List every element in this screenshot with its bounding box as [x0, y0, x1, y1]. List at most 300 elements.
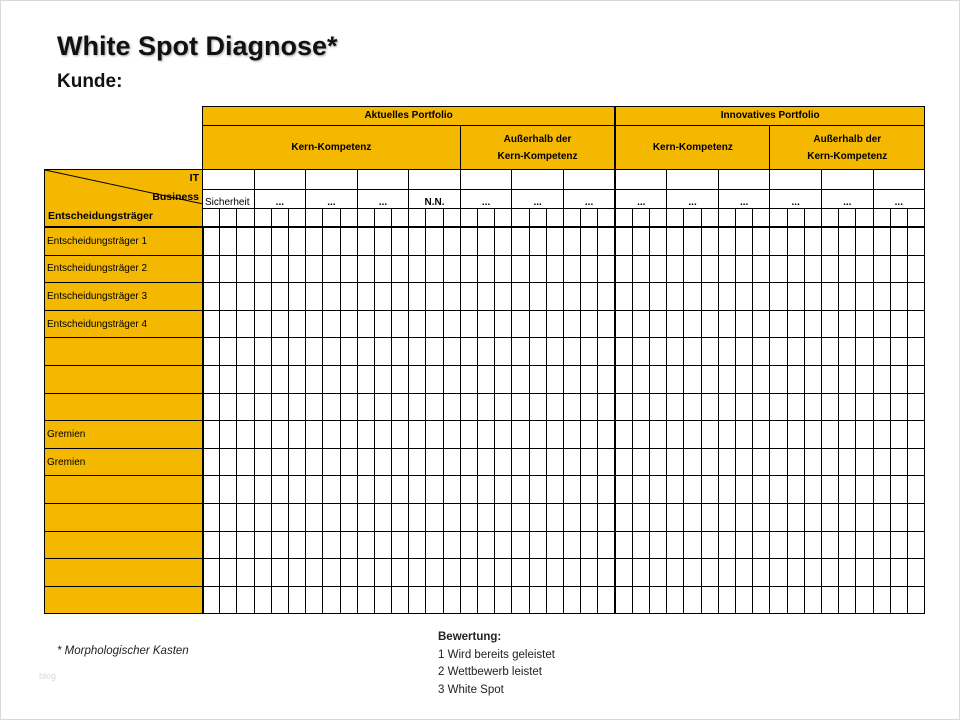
matrix-cell[interactable]	[203, 559, 220, 587]
matrix-cell[interactable]	[804, 338, 821, 366]
matrix-cell[interactable]	[753, 421, 770, 449]
matrix-cell[interactable]	[512, 310, 529, 338]
matrix-cell[interactable]	[839, 531, 856, 559]
matrix-cell[interactable]	[632, 283, 649, 311]
matrix-cell[interactable]	[460, 448, 477, 476]
matrix-cell[interactable]	[529, 393, 546, 421]
matrix-cell[interactable]	[443, 531, 460, 559]
matrix-cell[interactable]	[563, 365, 580, 393]
matrix-cell[interactable]	[340, 531, 357, 559]
matrix-cell[interactable]	[770, 421, 787, 449]
matrix-cell[interactable]	[632, 531, 649, 559]
matrix-cell[interactable]	[770, 559, 787, 587]
matrix-cell[interactable]	[563, 448, 580, 476]
matrix-cell[interactable]	[821, 283, 838, 311]
matrix-cell[interactable]	[495, 421, 512, 449]
matrix-cell[interactable]	[753, 227, 770, 255]
matrix-cell[interactable]	[392, 559, 409, 587]
matrix-cell[interactable]	[357, 476, 374, 504]
matrix-cell[interactable]	[220, 448, 237, 476]
matrix-cell[interactable]	[460, 503, 477, 531]
matrix-cell[interactable]	[856, 310, 873, 338]
matrix-cell[interactable]	[581, 310, 598, 338]
matrix-cell[interactable]	[392, 365, 409, 393]
matrix-cell[interactable]	[495, 559, 512, 587]
matrix-cell[interactable]	[237, 310, 254, 338]
matrix-cell[interactable]	[787, 559, 804, 587]
matrix-cell[interactable]	[529, 421, 546, 449]
matrix-cell[interactable]	[340, 365, 357, 393]
matrix-cell[interactable]	[873, 227, 890, 255]
matrix-cell[interactable]	[529, 476, 546, 504]
matrix-cell[interactable]	[684, 531, 701, 559]
matrix-cell[interactable]	[598, 227, 615, 255]
matrix-cell[interactable]	[443, 586, 460, 614]
matrix-cell[interactable]	[357, 310, 374, 338]
matrix-cell[interactable]	[220, 503, 237, 531]
matrix-cell[interactable]	[563, 393, 580, 421]
matrix-cell[interactable]	[907, 531, 924, 559]
matrix-cell[interactable]	[890, 448, 907, 476]
matrix-cell[interactable]	[615, 310, 632, 338]
matrix-cell[interactable]	[563, 255, 580, 283]
matrix-cell[interactable]	[478, 559, 495, 587]
matrix-cell[interactable]	[306, 255, 323, 283]
matrix-cell[interactable]	[460, 393, 477, 421]
matrix-cell[interactable]	[323, 227, 340, 255]
matrix-cell[interactable]	[821, 531, 838, 559]
matrix-cell[interactable]	[203, 255, 220, 283]
matrix-cell[interactable]	[374, 531, 391, 559]
matrix-cell[interactable]	[718, 365, 735, 393]
matrix-cell[interactable]	[323, 283, 340, 311]
matrix-cell[interactable]	[890, 531, 907, 559]
matrix-cell[interactable]	[203, 586, 220, 614]
matrix-cell[interactable]	[460, 531, 477, 559]
matrix-cell[interactable]	[271, 365, 288, 393]
matrix-cell[interactable]	[736, 365, 753, 393]
matrix-cell[interactable]	[890, 255, 907, 283]
matrix-cell[interactable]	[718, 476, 735, 504]
matrix-cell[interactable]	[598, 476, 615, 504]
matrix-cell[interactable]	[460, 227, 477, 255]
matrix-cell[interactable]	[753, 393, 770, 421]
matrix-cell[interactable]	[770, 531, 787, 559]
matrix-cell[interactable]	[907, 338, 924, 366]
matrix-cell[interactable]	[306, 531, 323, 559]
matrix-cell[interactable]	[254, 255, 271, 283]
matrix-cell[interactable]	[856, 421, 873, 449]
matrix-cell[interactable]	[271, 283, 288, 311]
matrix-cell[interactable]	[667, 421, 684, 449]
matrix-cell[interactable]	[684, 393, 701, 421]
matrix-cell[interactable]	[323, 338, 340, 366]
matrix-cell[interactable]	[306, 393, 323, 421]
matrix-cell[interactable]	[288, 255, 305, 283]
matrix-cell[interactable]	[220, 310, 237, 338]
matrix-cell[interactable]	[736, 393, 753, 421]
matrix-cell[interactable]	[581, 531, 598, 559]
matrix-cell[interactable]	[237, 559, 254, 587]
matrix-cell[interactable]	[701, 586, 718, 614]
matrix-cell[interactable]	[357, 503, 374, 531]
matrix-cell[interactable]	[632, 338, 649, 366]
matrix-cell[interactable]	[701, 310, 718, 338]
matrix-cell[interactable]	[667, 338, 684, 366]
matrix-cell[interactable]	[907, 227, 924, 255]
matrix-cell[interactable]	[478, 421, 495, 449]
matrix-cell[interactable]	[443, 227, 460, 255]
matrix-cell[interactable]	[306, 448, 323, 476]
matrix-cell[interactable]	[701, 421, 718, 449]
matrix-cell[interactable]	[374, 255, 391, 283]
matrix-cell[interactable]	[323, 476, 340, 504]
matrix-cell[interactable]	[546, 338, 563, 366]
matrix-cell[interactable]	[392, 586, 409, 614]
matrix-cell[interactable]	[529, 338, 546, 366]
matrix-cell[interactable]	[392, 255, 409, 283]
matrix-cell[interactable]	[323, 393, 340, 421]
matrix-cell[interactable]	[237, 227, 254, 255]
matrix-cell[interactable]	[529, 448, 546, 476]
matrix-cell[interactable]	[237, 338, 254, 366]
matrix-cell[interactable]	[392, 310, 409, 338]
matrix-cell[interactable]	[271, 393, 288, 421]
matrix-cell[interactable]	[220, 365, 237, 393]
matrix-cell[interactable]	[323, 448, 340, 476]
matrix-cell[interactable]	[254, 393, 271, 421]
matrix-cell[interactable]	[426, 531, 443, 559]
matrix-cell[interactable]	[392, 476, 409, 504]
matrix-cell[interactable]	[581, 586, 598, 614]
matrix-cell[interactable]	[478, 338, 495, 366]
matrix-cell[interactable]	[684, 310, 701, 338]
matrix-cell[interactable]	[650, 365, 667, 393]
matrix-cell[interactable]	[443, 338, 460, 366]
matrix-cell[interactable]	[306, 503, 323, 531]
matrix-cell[interactable]	[254, 421, 271, 449]
matrix-cell[interactable]	[856, 365, 873, 393]
matrix-cell[interactable]	[546, 559, 563, 587]
matrix-cell[interactable]	[701, 503, 718, 531]
matrix-cell[interactable]	[787, 227, 804, 255]
matrix-cell[interactable]	[220, 255, 237, 283]
matrix-cell[interactable]	[736, 503, 753, 531]
matrix-cell[interactable]	[615, 559, 632, 587]
matrix-cell[interactable]	[237, 531, 254, 559]
matrix-cell[interactable]	[374, 476, 391, 504]
matrix-cell[interactable]	[718, 421, 735, 449]
matrix-cell[interactable]	[203, 531, 220, 559]
matrix-cell[interactable]	[443, 476, 460, 504]
matrix-cell[interactable]	[615, 365, 632, 393]
matrix-cell[interactable]	[529, 365, 546, 393]
matrix-cell[interactable]	[409, 421, 426, 449]
matrix-cell[interactable]	[306, 421, 323, 449]
matrix-cell[interactable]	[632, 365, 649, 393]
matrix-cell[interactable]	[804, 310, 821, 338]
matrix-cell[interactable]	[684, 365, 701, 393]
matrix-cell[interactable]	[220, 531, 237, 559]
matrix-cell[interactable]	[546, 393, 563, 421]
matrix-cell[interactable]	[460, 476, 477, 504]
matrix-cell[interactable]	[512, 338, 529, 366]
matrix-cell[interactable]	[667, 365, 684, 393]
matrix-cell[interactable]	[374, 310, 391, 338]
matrix-cell[interactable]	[873, 503, 890, 531]
matrix-cell[interactable]	[839, 255, 856, 283]
matrix-cell[interactable]	[426, 227, 443, 255]
matrix-cell[interactable]	[478, 586, 495, 614]
matrix-cell[interactable]	[839, 310, 856, 338]
matrix-cell[interactable]	[736, 227, 753, 255]
matrix-cell[interactable]	[701, 393, 718, 421]
matrix-cell[interactable]	[271, 227, 288, 255]
matrix-cell[interactable]	[736, 421, 753, 449]
matrix-cell[interactable]	[736, 310, 753, 338]
matrix-cell[interactable]	[478, 283, 495, 311]
matrix-cell[interactable]	[907, 559, 924, 587]
matrix-cell[interactable]	[546, 448, 563, 476]
matrix-cell[interactable]	[426, 283, 443, 311]
matrix-cell[interactable]	[667, 586, 684, 614]
matrix-cell[interactable]	[615, 227, 632, 255]
matrix-cell[interactable]	[460, 559, 477, 587]
matrix-cell[interactable]	[684, 476, 701, 504]
matrix-cell[interactable]	[323, 531, 340, 559]
matrix-cell[interactable]	[495, 531, 512, 559]
matrix-cell[interactable]	[650, 393, 667, 421]
matrix-cell[interactable]	[323, 421, 340, 449]
matrix-cell[interactable]	[340, 338, 357, 366]
matrix-cell[interactable]	[856, 586, 873, 614]
matrix-cell[interactable]	[288, 586, 305, 614]
matrix-cell[interactable]	[203, 365, 220, 393]
matrix-cell[interactable]	[306, 227, 323, 255]
matrix-cell[interactable]	[563, 531, 580, 559]
matrix-cell[interactable]	[340, 283, 357, 311]
matrix-cell[interactable]	[203, 283, 220, 311]
matrix-cell[interactable]	[856, 227, 873, 255]
matrix-cell[interactable]	[546, 476, 563, 504]
matrix-cell[interactable]	[495, 227, 512, 255]
matrix-cell[interactable]	[340, 476, 357, 504]
matrix-cell[interactable]	[323, 503, 340, 531]
matrix-cell[interactable]	[271, 310, 288, 338]
matrix-cell[interactable]	[787, 393, 804, 421]
matrix-cell[interactable]	[632, 310, 649, 338]
matrix-cell[interactable]	[529, 586, 546, 614]
matrix-cell[interactable]	[288, 421, 305, 449]
matrix-cell[interactable]	[306, 338, 323, 366]
matrix-cell[interactable]	[598, 283, 615, 311]
matrix-cell[interactable]	[203, 476, 220, 504]
matrix-cell[interactable]	[306, 365, 323, 393]
matrix-cell[interactable]	[203, 421, 220, 449]
matrix-cell[interactable]	[340, 448, 357, 476]
matrix-cell[interactable]	[323, 310, 340, 338]
matrix-cell[interactable]	[821, 393, 838, 421]
matrix-cell[interactable]	[495, 503, 512, 531]
matrix-cell[interactable]	[357, 531, 374, 559]
matrix-cell[interactable]	[907, 393, 924, 421]
matrix-cell[interactable]	[271, 476, 288, 504]
matrix-cell[interactable]	[804, 448, 821, 476]
matrix-cell[interactable]	[443, 283, 460, 311]
matrix-cell[interactable]	[856, 283, 873, 311]
matrix-cell[interactable]	[736, 531, 753, 559]
matrix-cell[interactable]	[615, 393, 632, 421]
matrix-cell[interactable]	[374, 338, 391, 366]
matrix-cell[interactable]	[873, 559, 890, 587]
matrix-cell[interactable]	[426, 586, 443, 614]
matrix-cell[interactable]	[770, 283, 787, 311]
matrix-cell[interactable]	[615, 531, 632, 559]
matrix-cell[interactable]	[890, 365, 907, 393]
matrix-cell[interactable]	[650, 310, 667, 338]
matrix-cell[interactable]	[701, 365, 718, 393]
matrix-cell[interactable]	[770, 393, 787, 421]
matrix-cell[interactable]	[736, 448, 753, 476]
matrix-cell[interactable]	[460, 338, 477, 366]
matrix-cell[interactable]	[890, 338, 907, 366]
matrix-cell[interactable]	[512, 559, 529, 587]
matrix-cell[interactable]	[684, 255, 701, 283]
matrix-cell[interactable]	[581, 283, 598, 311]
matrix-cell[interactable]	[546, 283, 563, 311]
matrix-cell[interactable]	[890, 559, 907, 587]
matrix-cell[interactable]	[821, 476, 838, 504]
matrix-cell[interactable]	[598, 421, 615, 449]
matrix-cell[interactable]	[650, 421, 667, 449]
matrix-cell[interactable]	[426, 310, 443, 338]
matrix-cell[interactable]	[443, 448, 460, 476]
matrix-cell[interactable]	[701, 283, 718, 311]
matrix-cell[interactable]	[650, 448, 667, 476]
matrix-cell[interactable]	[701, 448, 718, 476]
matrix-cell[interactable]	[426, 255, 443, 283]
matrix-cell[interactable]	[529, 310, 546, 338]
matrix-cell[interactable]	[340, 227, 357, 255]
matrix-cell[interactable]	[254, 283, 271, 311]
matrix-cell[interactable]	[632, 421, 649, 449]
matrix-cell[interactable]	[546, 531, 563, 559]
matrix-cell[interactable]	[460, 365, 477, 393]
matrix-cell[interactable]	[495, 310, 512, 338]
matrix-cell[interactable]	[374, 393, 391, 421]
matrix-cell[interactable]	[667, 531, 684, 559]
matrix-cell[interactable]	[357, 365, 374, 393]
matrix-cell[interactable]	[684, 586, 701, 614]
matrix-cell[interactable]	[271, 503, 288, 531]
matrix-cell[interactable]	[220, 586, 237, 614]
matrix-cell[interactable]	[650, 255, 667, 283]
matrix-cell[interactable]	[288, 283, 305, 311]
matrix-cell[interactable]	[598, 559, 615, 587]
matrix-cell[interactable]	[563, 310, 580, 338]
matrix-cell[interactable]	[650, 559, 667, 587]
matrix-cell[interactable]	[288, 503, 305, 531]
matrix-cell[interactable]	[460, 421, 477, 449]
matrix-cell[interactable]	[581, 227, 598, 255]
matrix-cell[interactable]	[736, 255, 753, 283]
matrix-cell[interactable]	[650, 503, 667, 531]
matrix-cell[interactable]	[856, 476, 873, 504]
matrix-cell[interactable]	[512, 393, 529, 421]
matrix-cell[interactable]	[787, 255, 804, 283]
matrix-cell[interactable]	[495, 476, 512, 504]
matrix-cell[interactable]	[718, 255, 735, 283]
matrix-cell[interactable]	[254, 227, 271, 255]
matrix-cell[interactable]	[684, 421, 701, 449]
matrix-cell[interactable]	[271, 421, 288, 449]
matrix-cell[interactable]	[340, 559, 357, 587]
matrix-cell[interactable]	[890, 227, 907, 255]
matrix-cell[interactable]	[632, 448, 649, 476]
matrix-cell[interactable]	[650, 283, 667, 311]
matrix-cell[interactable]	[581, 559, 598, 587]
matrix-cell[interactable]	[409, 338, 426, 366]
matrix-cell[interactable]	[787, 448, 804, 476]
matrix-cell[interactable]	[890, 283, 907, 311]
matrix-cell[interactable]	[288, 365, 305, 393]
matrix-cell[interactable]	[443, 255, 460, 283]
matrix-cell[interactable]	[443, 365, 460, 393]
matrix-cell[interactable]	[271, 559, 288, 587]
matrix-cell[interactable]	[753, 476, 770, 504]
matrix-cell[interactable]	[787, 503, 804, 531]
matrix-cell[interactable]	[409, 255, 426, 283]
matrix-cell[interactable]	[907, 586, 924, 614]
matrix-cell[interactable]	[512, 531, 529, 559]
matrix-cell[interactable]	[667, 393, 684, 421]
matrix-cell[interactable]	[512, 476, 529, 504]
matrix-cell[interactable]	[684, 227, 701, 255]
matrix-cell[interactable]	[667, 227, 684, 255]
matrix-cell[interactable]	[512, 255, 529, 283]
matrix-cell[interactable]	[529, 559, 546, 587]
matrix-cell[interactable]	[254, 586, 271, 614]
matrix-cell[interactable]	[203, 393, 220, 421]
matrix-cell[interactable]	[873, 283, 890, 311]
matrix-cell[interactable]	[443, 393, 460, 421]
matrix-cell[interactable]	[460, 310, 477, 338]
matrix-cell[interactable]	[598, 338, 615, 366]
matrix-cell[interactable]	[392, 227, 409, 255]
matrix-cell[interactable]	[443, 421, 460, 449]
matrix-cell[interactable]	[753, 310, 770, 338]
matrix-cell[interactable]	[546, 227, 563, 255]
matrix-cell[interactable]	[684, 448, 701, 476]
matrix-cell[interactable]	[581, 255, 598, 283]
matrix-cell[interactable]	[736, 559, 753, 587]
matrix-cell[interactable]	[907, 476, 924, 504]
matrix-cell[interactable]	[701, 559, 718, 587]
matrix-cell[interactable]	[237, 448, 254, 476]
matrix-cell[interactable]	[581, 448, 598, 476]
matrix-cell[interactable]	[615, 476, 632, 504]
matrix-cell[interactable]	[426, 559, 443, 587]
matrix-cell[interactable]	[392, 393, 409, 421]
matrix-cell[interactable]	[581, 393, 598, 421]
matrix-cell[interactable]	[306, 559, 323, 587]
matrix-cell[interactable]	[684, 503, 701, 531]
matrix-cell[interactable]	[839, 338, 856, 366]
matrix-cell[interactable]	[512, 586, 529, 614]
matrix-cell[interactable]	[821, 310, 838, 338]
matrix-cell[interactable]	[323, 365, 340, 393]
matrix-cell[interactable]	[873, 421, 890, 449]
